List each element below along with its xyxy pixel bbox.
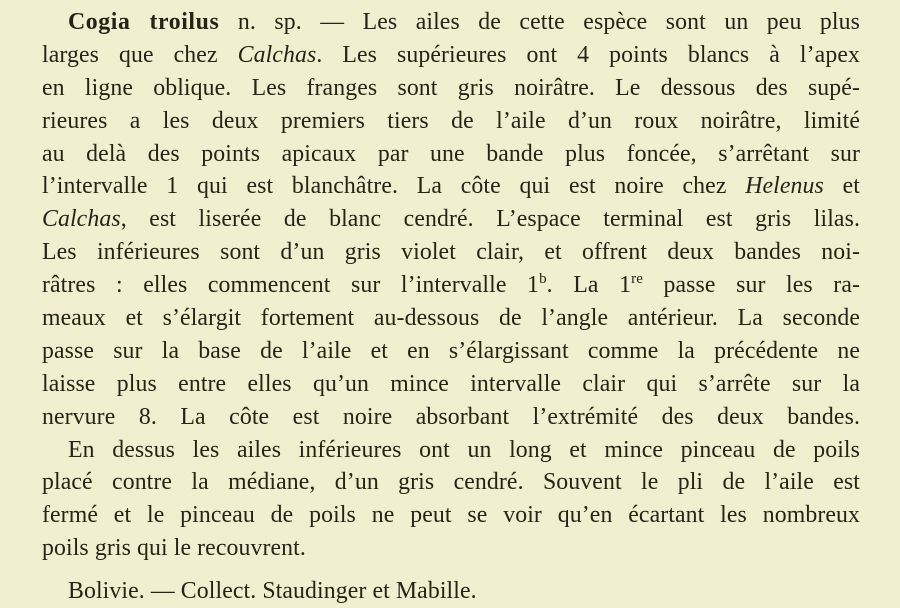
genus-name-italic: Helenus (745, 173, 824, 200)
text-line: en ligne oblique. Les franges sont gris noirâtre. Le dessous des supé- (42, 74, 860, 101)
description-paragraph (42, 6, 860, 434)
text-line (42, 39, 860, 72)
text-run: . Les supérieures ont 4 points blancs à l’apex (316, 41, 860, 68)
text-line: au delà des points apicaux par une bande plus foncée, s’arrêtant sur (42, 140, 860, 167)
text-line: passe sur la base de l’aile et en s’élargissant comme la précédente ne (42, 337, 860, 364)
text-line (42, 6, 860, 39)
text-line (42, 170, 860, 203)
text-run: . La 1 (546, 272, 632, 299)
text-line (42, 203, 860, 236)
text-line: rieures a les deux premiers tiers de l’aile d’un roux noirâtre, limité (42, 107, 860, 134)
text-line: En dessus les ailes inférieures ont un long et mince pinceau de poils (68, 436, 860, 463)
superscript: b (539, 271, 547, 288)
text-line: meaux et s’élargit fortement au-dessous de l’angle antérieur. La seconde (42, 305, 860, 332)
genus-name-italic: Calchas (237, 41, 317, 68)
dorsal-description-paragraph (42, 434, 860, 566)
text-line: Les inférieures sont d’un gris violet clair, et offrent deux bandes noi- (42, 239, 860, 266)
locality-paragraph (42, 575, 860, 608)
text-line: laisse plus entre elles qu’un mince intervalle clair qui s’arrête sur la (42, 370, 860, 397)
text-line (42, 269, 860, 302)
locality-line: Bolivie. — Collect. Staudinger et Mabille. (68, 578, 477, 605)
text-run: et (823, 173, 860, 200)
paragraph-gap (42, 565, 860, 575)
text-run: , est liserée de blanc cendré. L’espace terminal est gris lilas. (120, 206, 860, 233)
species-name: Cogia troilus (68, 9, 220, 35)
text-line: placé contre la médiane, d’un gris cendré. Souvent le pli de l’aile est (42, 469, 860, 496)
text-run: passe sur les ra- (642, 272, 861, 299)
text-line: nervure 8. La côte est noire absorbant l’extrémité des deux bandes. (42, 403, 860, 430)
text-run: larges que chez (42, 41, 238, 68)
text-run: râtres : elles commencent sur l’intervalle 1 (42, 272, 540, 299)
text-line: fermé et le pinceau de poils ne peut se voir qu’en écartant les nombreux (42, 502, 860, 529)
text-run: l’intervalle 1 qui est blanchâtre. La côte qui est noire chez (42, 173, 746, 200)
genus-name-italic: Calchas (42, 206, 121, 233)
text-line: poils gris qui le recouvrent. (42, 535, 306, 562)
superscript: re (631, 271, 643, 288)
text-run: n. sp. — Les ailes de cette espèce sont un peu plus (219, 9, 860, 35)
